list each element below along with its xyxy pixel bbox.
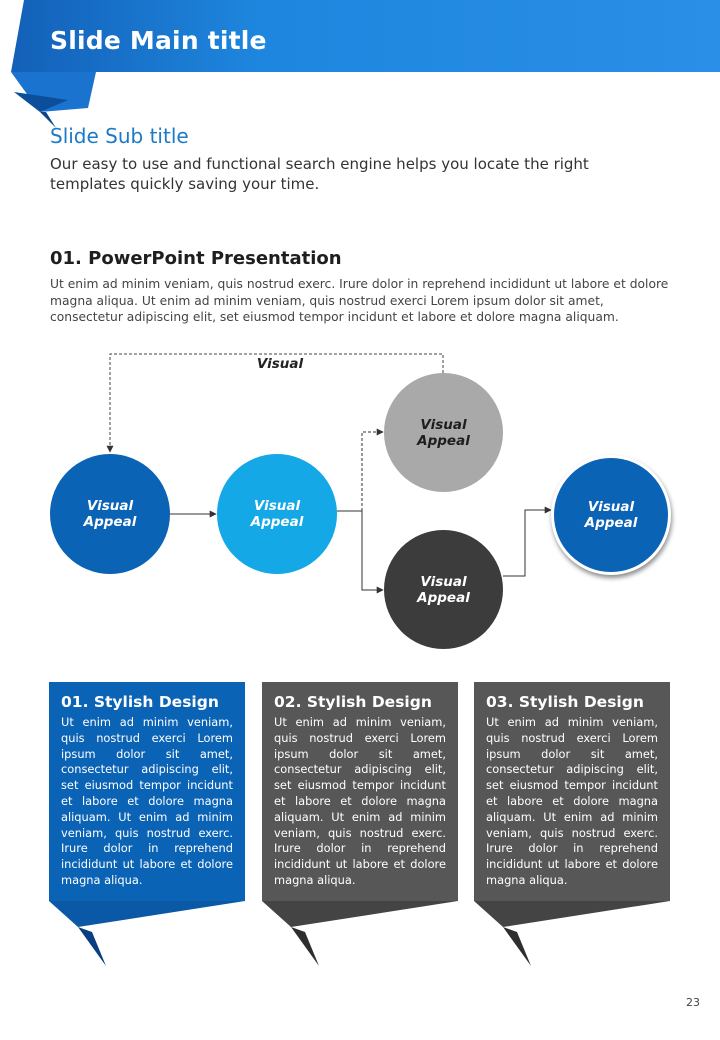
slide-description: Our easy to use and functional search engine helps you locate the right templates quickly saving your time. (50, 155, 589, 193)
card-2-body: Ut enim ad minim veniam, quis nostrud exerci Lorem ipsum dolor sit amet, consectetur adipiscing elit, set eiusmod tempor incidunt et labore et dolore magna aliquam. Ut enim ad minim veniam, quis nostrud exerc. Irure dolor in reprehend incididunt ut labore et dolore magna aliqua. (274, 715, 446, 887)
flow-node-2 (217, 454, 337, 574)
flow-node-5-label: Visual Appeal (584, 499, 638, 531)
card-3 (474, 682, 670, 901)
header-banner (0, 0, 720, 140)
card-2-title: 02. Stylish Design (274, 693, 432, 711)
flow-node-1-label: Visual Appeal (83, 498, 137, 530)
card-3-title: 03. Stylish Design (486, 693, 644, 711)
card-1-ribbon (49, 901, 245, 966)
dashed-connector-label: Visual (256, 356, 304, 372)
connector-split-gray (362, 432, 383, 511)
card-2 (262, 682, 458, 901)
card-1-body: Ut enim ad minim veniam, quis nostrud exerci Lorem ipsum dolor sit amet, consectetur adipiscing elit, set eiusmod tempor incidunt et labore et dolore magna aliquam. Ut enim ad minim veniam, quis nostrud exerc. Irure dolor in reprehend incididunt ut labore et dolore magna aliqua. (61, 715, 233, 887)
card-3-ribbon (474, 901, 670, 966)
slide-main-title: Slide Main title (50, 26, 267, 55)
flow-node-1 (50, 454, 170, 574)
flow-node-2-label: Visual Appeal (250, 498, 304, 530)
connector-split-dark (362, 511, 383, 590)
flow-node-3-label: Visual Appeal (417, 416, 470, 449)
section-title: 01. PowerPoint Presentation (50, 248, 342, 269)
section-body: Ut enim ad minim veniam, quis nostrud exerc. Irure dolor in reprehend incididunt ut labore et dolore magna aliqua. Ut enim ad minim veniam, quis nostrud exerci Lorem ipsum dolor sit amet, consectetur adipiscing elit, set eiusmod tempor incidunt et labore et dolore magna aliquam. (50, 277, 669, 324)
slide-sub-title: Slide Sub title (50, 124, 189, 148)
card-ribbon-folds (0, 900, 720, 972)
card-2-ribbon (262, 901, 458, 966)
card-1 (49, 682, 245, 901)
connector-dark-final (503, 510, 551, 576)
card-1-title: 01. Stylish Design (61, 693, 219, 711)
page-number: 23 (686, 996, 700, 1009)
card-3-body: Ut enim ad minim veniam, quis nostrud exerci Lorem ipsum dolor sit amet, consectetur adipiscing elit, set eiusmod tempor incidunt et labore et dolore magna aliquam. Ut enim ad minim veniam, quis nostrud exerc. Irure dolor in reprehend incididunt ut labore et dolore magna aliqua. (486, 715, 658, 887)
flow-node-3 (384, 373, 503, 492)
flow-node-5 (551, 455, 671, 575)
flow-node-4-label: Visual Appeal (417, 573, 470, 606)
flow-node-4 (384, 530, 503, 649)
